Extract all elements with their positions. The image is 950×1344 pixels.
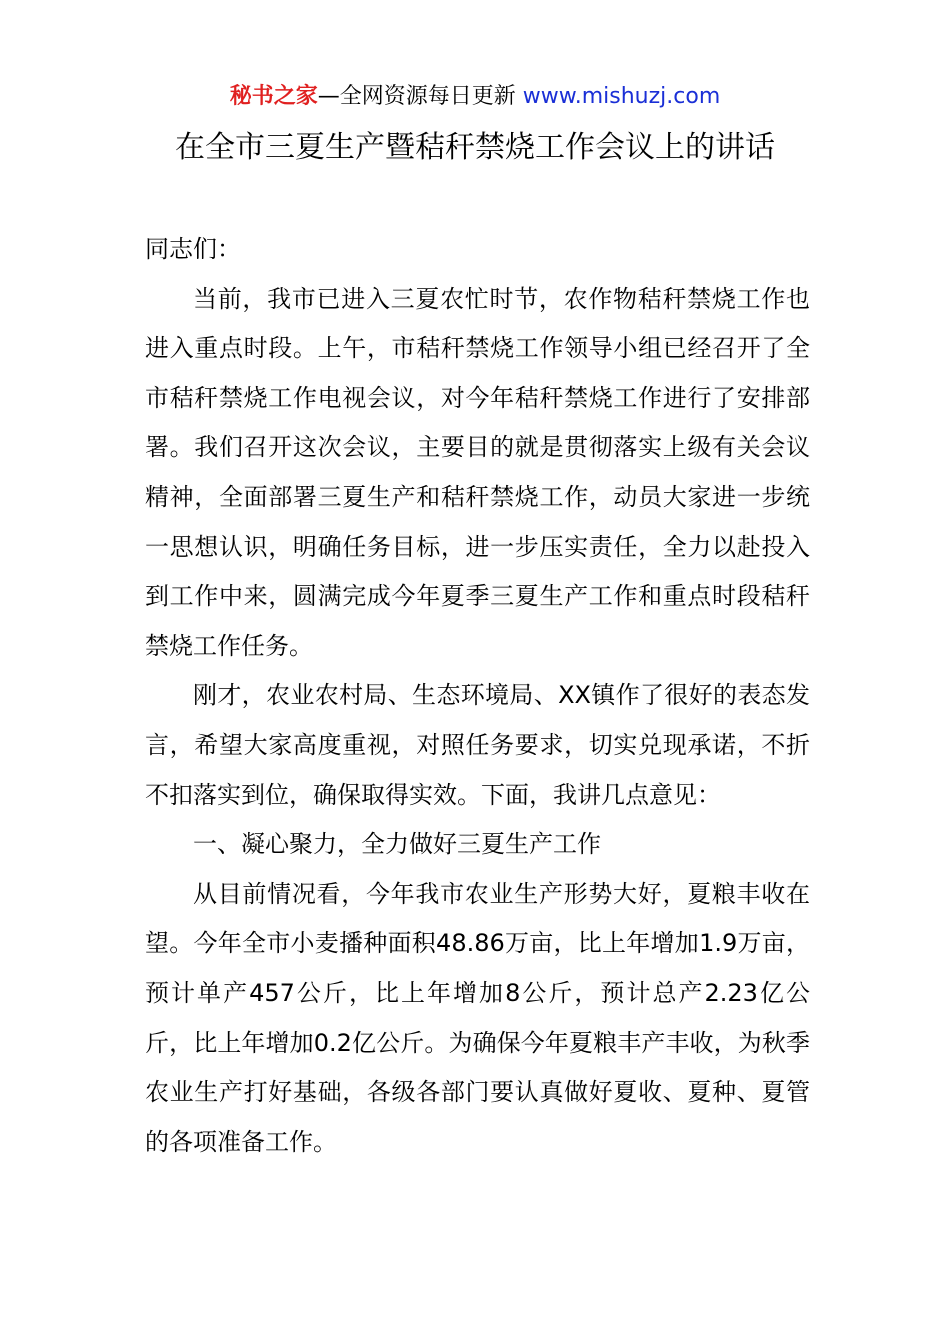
site-header: [0, 82, 950, 112]
section-heading: 一、凝心聚力，全力做好三夏生产工作: [193, 830, 601, 859]
paragraph-section-1: 从目前情况看，今年我市农业生产形势大好，夏粮丰收在望。今年全市小麦播种面积48.86万亩，比上年增加1.9万亩，预计单产457公斤，比上年增加8公斤，预计总产2.23亿公斤，比上年增加0.2亿公斤。为确保今年夏粮丰产丰收，为秋季农业生产打好基础，各级各部门要认真做好夏收、夏种、夏管的各项准备工作。: [145, 879, 810, 1156]
document-body: [145, 225, 810, 1167]
paragraph-intro: 当前，我市已进入三夏农忙时节，农作物秸秆禁烧工作也进入重点时段。上午，市秸秆禁烧工作领导小组已经召开了全市秸秆禁烧工作电视会议，对今年秸秆禁烧工作进行了安排部署。我们召开这次会议，主要目的就是贯彻落实上级有关会议精神，全面部署三夏生产和秸秆禁烧工作，动员大家进一步统一思想认识，明确任务目标，进一步压实责任，全力以赴投入到工作中来，圆满完成今年夏季三夏生产工作和重点时段秸秆禁烧工作任务。: [145, 284, 810, 660]
paragraph-remarks: 刚才，农业农村局、生态环境局、XX镇作了很好的表态发言，希望大家高度重视，对照任务要求，切实兑现承诺，不折不扣落实到位，确保取得实效。下面，我讲几点意见：: [145, 681, 810, 809]
header-tagline: —全网资源每日更新: [317, 84, 523, 109]
brand-name: 秘书之家: [229, 84, 318, 109]
document-title: 在全市三夏生产暨秸秆禁烧工作会议上的讲话: [175, 130, 775, 165]
site-url-link[interactable]: www.mishuzj.com: [522, 84, 721, 109]
salutation: 同志们：: [145, 235, 241, 263]
